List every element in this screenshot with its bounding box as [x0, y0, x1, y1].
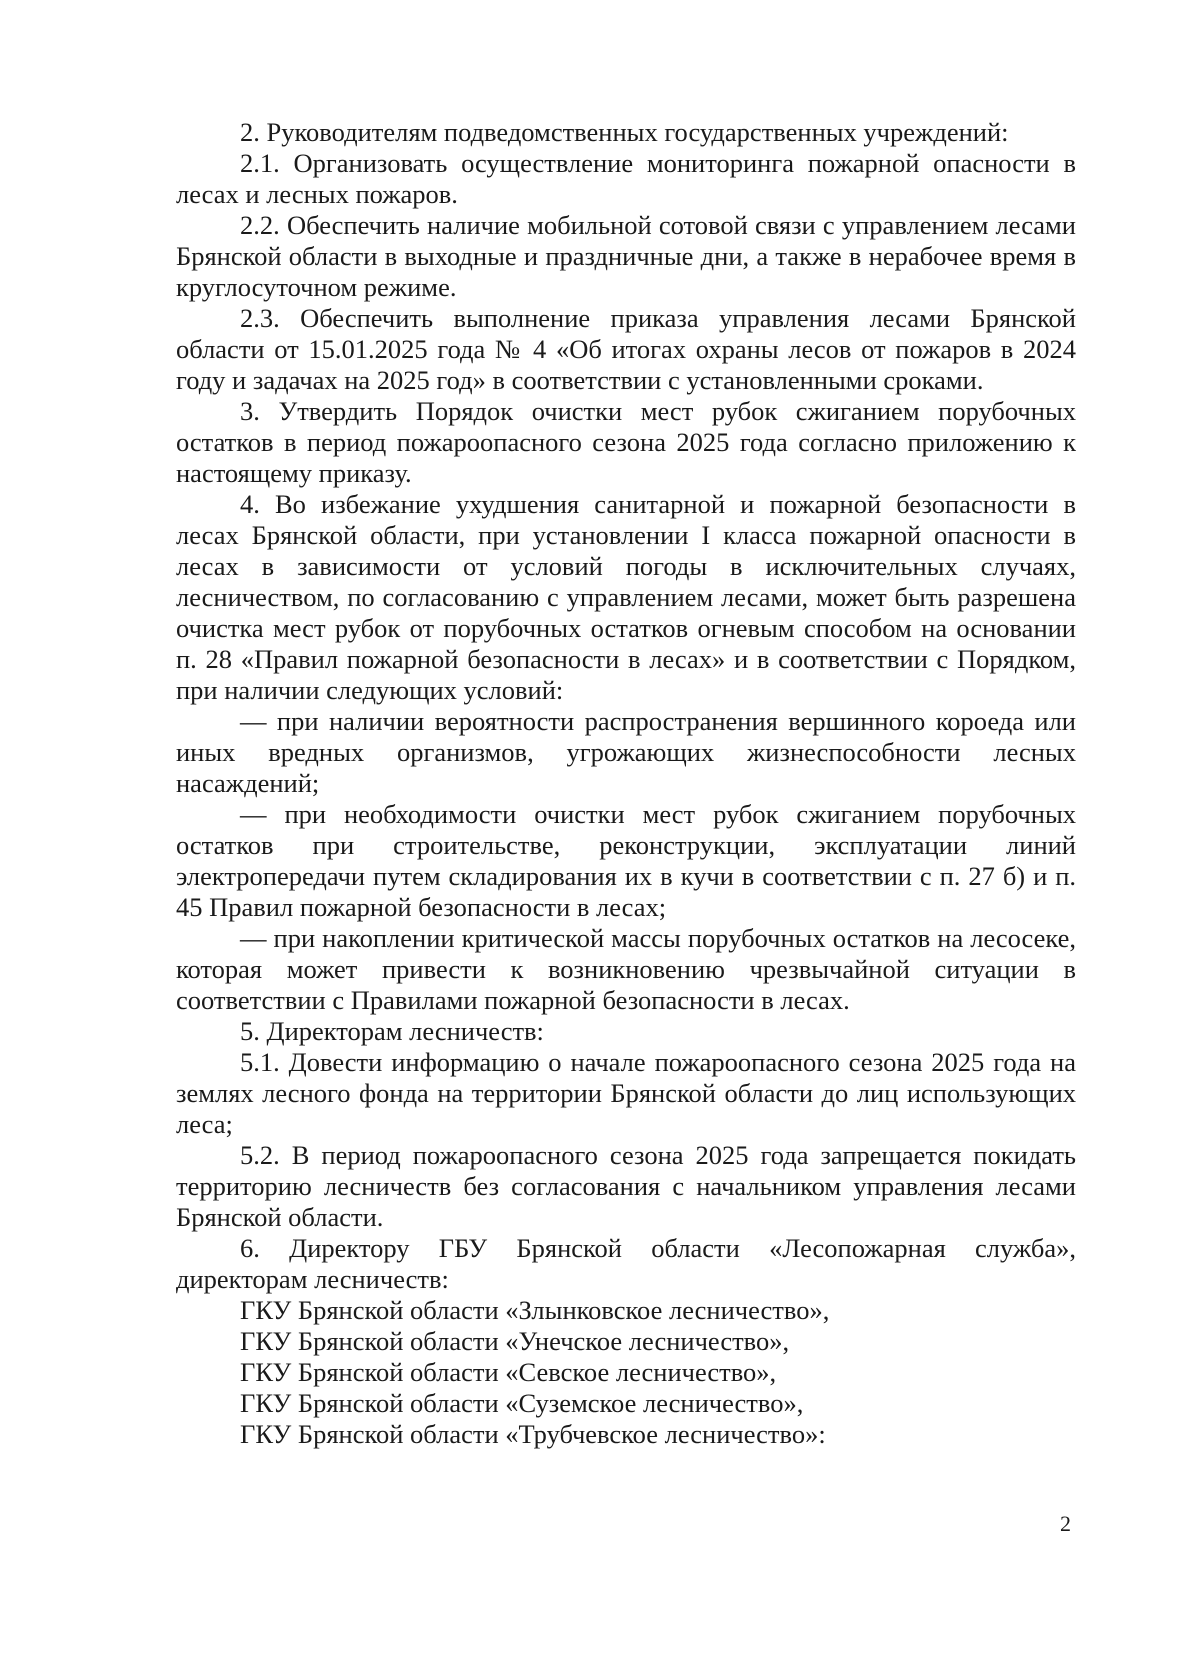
paragraph-2-3: 2.3. Обеспечить выполнение приказа управления лесами Брянской области от 15.01.2025 года № 4 «Об итогах охраны лесов от пожаров в 2024 году и задачах на 2025 год» в соответствии с установленными сроками.	[176, 303, 1076, 395]
paragraph-5: 5. Директорам лесничеств:	[240, 1016, 544, 1046]
recipient-suzemskoe: ГКУ Брянской области «Суземское лесничество»,	[240, 1388, 804, 1418]
paragraph-2-1: 2.1. Организовать осуществление мониторинга пожарной опасности в лесах и лесных пожаров.	[176, 148, 1076, 209]
paragraph-2: 2. Руководителям подведомственных государственных учреждений:	[240, 117, 1009, 147]
recipient-sevskoe: ГКУ Брянской области «Севское лесничество»,	[240, 1357, 777, 1387]
recipient-unechskoe: ГКУ Брянской области «Унечское лесничество»,	[240, 1326, 790, 1356]
paragraph-2-2: 2.2. Обеспечить наличие мобильной сотовой связи с управлением лесами Брянской области в выходные и праздничные дни, а также в нерабочее время в круглосуточном режиме.	[176, 210, 1076, 302]
paragraph-5-1: 5.1. Довести информацию о начале пожароопасного сезона 2025 года на землях лесного фонда на территории Брянской области до лиц использующих леса;	[176, 1047, 1076, 1139]
recipient-zlynkovskoe: ГКУ Брянской области «Злынковское лесничество»,	[240, 1295, 830, 1325]
paragraph-4-condition-c: — при накоплении критической массы порубочных остатков на лесосеке, которая может привести к возникновению чрезвычайной ситуации в соответствии с Правилами пожарной безопасности в лесах.	[176, 923, 1076, 1015]
document-body	[176, 117, 1076, 1450]
paragraph-3: 3. Утвердить Порядок очистки мест рубок сжиганием порубочных остатков в период пожароопасного сезона 2025 года согласно приложению к настоящему приказу.	[176, 396, 1076, 488]
paragraph-4-condition-b: — при необходимости очистки мест рубок сжиганием порубочных остатков при строительстве, реконструкции, эксплуатации линий электропередачи путем складирования их в кучи в соответствии с п. 27 б) и п. 45 Правил пожарной безопасности в лесах;	[176, 799, 1076, 922]
paragraph-4-condition-a: — при наличии вероятности распространения вершинного короеда или иных вредных организмов, угрожающих жизнеспособности лесных насаждений;	[176, 706, 1076, 798]
recipient-trubchevskoe: ГКУ Брянской области «Трубчевское лесничество»:	[240, 1419, 826, 1449]
paragraph-4: 4. Во избежание ухудшения санитарной и пожарной безопасности в лесах Брянской области, при установлении I класса пожарной опасности в лесах в зависимости от условий погоды в исключительных случаях, лесничеством, по согласованию с управлением лесами, может быть разрешена очистка мест рубок от порубочных остатков огневым способом на основании п. 28 «Правил пожарной безопасности в лесах» и в соответствии с Порядком, при наличии следующих условий:	[176, 489, 1076, 705]
paragraph-5-2: 5.2. В период пожароопасного сезона 2025 года запрещается покидать территорию лесничеств без согласования с начальником управления лесами Брянской области.	[176, 1140, 1076, 1232]
paragraph-6: 6. Директору ГБУ Брянской области «Лесопожарная служба», директорам лесничеств:	[176, 1233, 1076, 1294]
page-number: 2	[1060, 1511, 1071, 1536]
